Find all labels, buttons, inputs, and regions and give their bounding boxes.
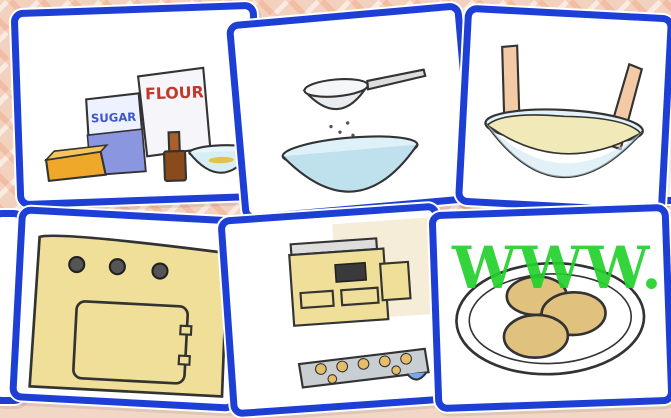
sieve-icon: [304, 70, 428, 112]
card-cookies-plate[interactable]: [429, 204, 671, 412]
watermark-text: WWW.: [452, 234, 663, 302]
dough-bowl-icon: [483, 106, 644, 181]
sugar-label: SUGAR: [90, 109, 137, 126]
oven-door-icon: [73, 301, 188, 384]
oven-illustration: [16, 214, 239, 405]
flour-label: FLOUR: [144, 82, 205, 104]
card-mix-dough[interactable]: [455, 5, 671, 216]
sift-flour-illustration: [233, 10, 470, 215]
card-oven[interactable]: [9, 206, 247, 412]
ingredients-illustration: [18, 9, 256, 201]
card-sift-flour[interactable]: [226, 2, 479, 222]
butter-block-icon: [46, 145, 108, 181]
oven-knob-icon: [152, 263, 168, 279]
oven-icon: [30, 235, 230, 397]
card-ingredients[interactable]: [11, 2, 264, 208]
mixing-bowl-icon: [282, 132, 421, 198]
oven-knob-icon: [69, 257, 85, 273]
card-bake[interactable]: [217, 203, 452, 418]
cookies-plate-illustration: [436, 211, 668, 405]
mix-dough-illustration: [462, 12, 667, 208]
oven-knob-icon: [109, 259, 125, 275]
baking-tray-icon: [299, 349, 429, 388]
oven-mitt-icon: [407, 372, 427, 380]
bake-illustration: [225, 210, 445, 410]
